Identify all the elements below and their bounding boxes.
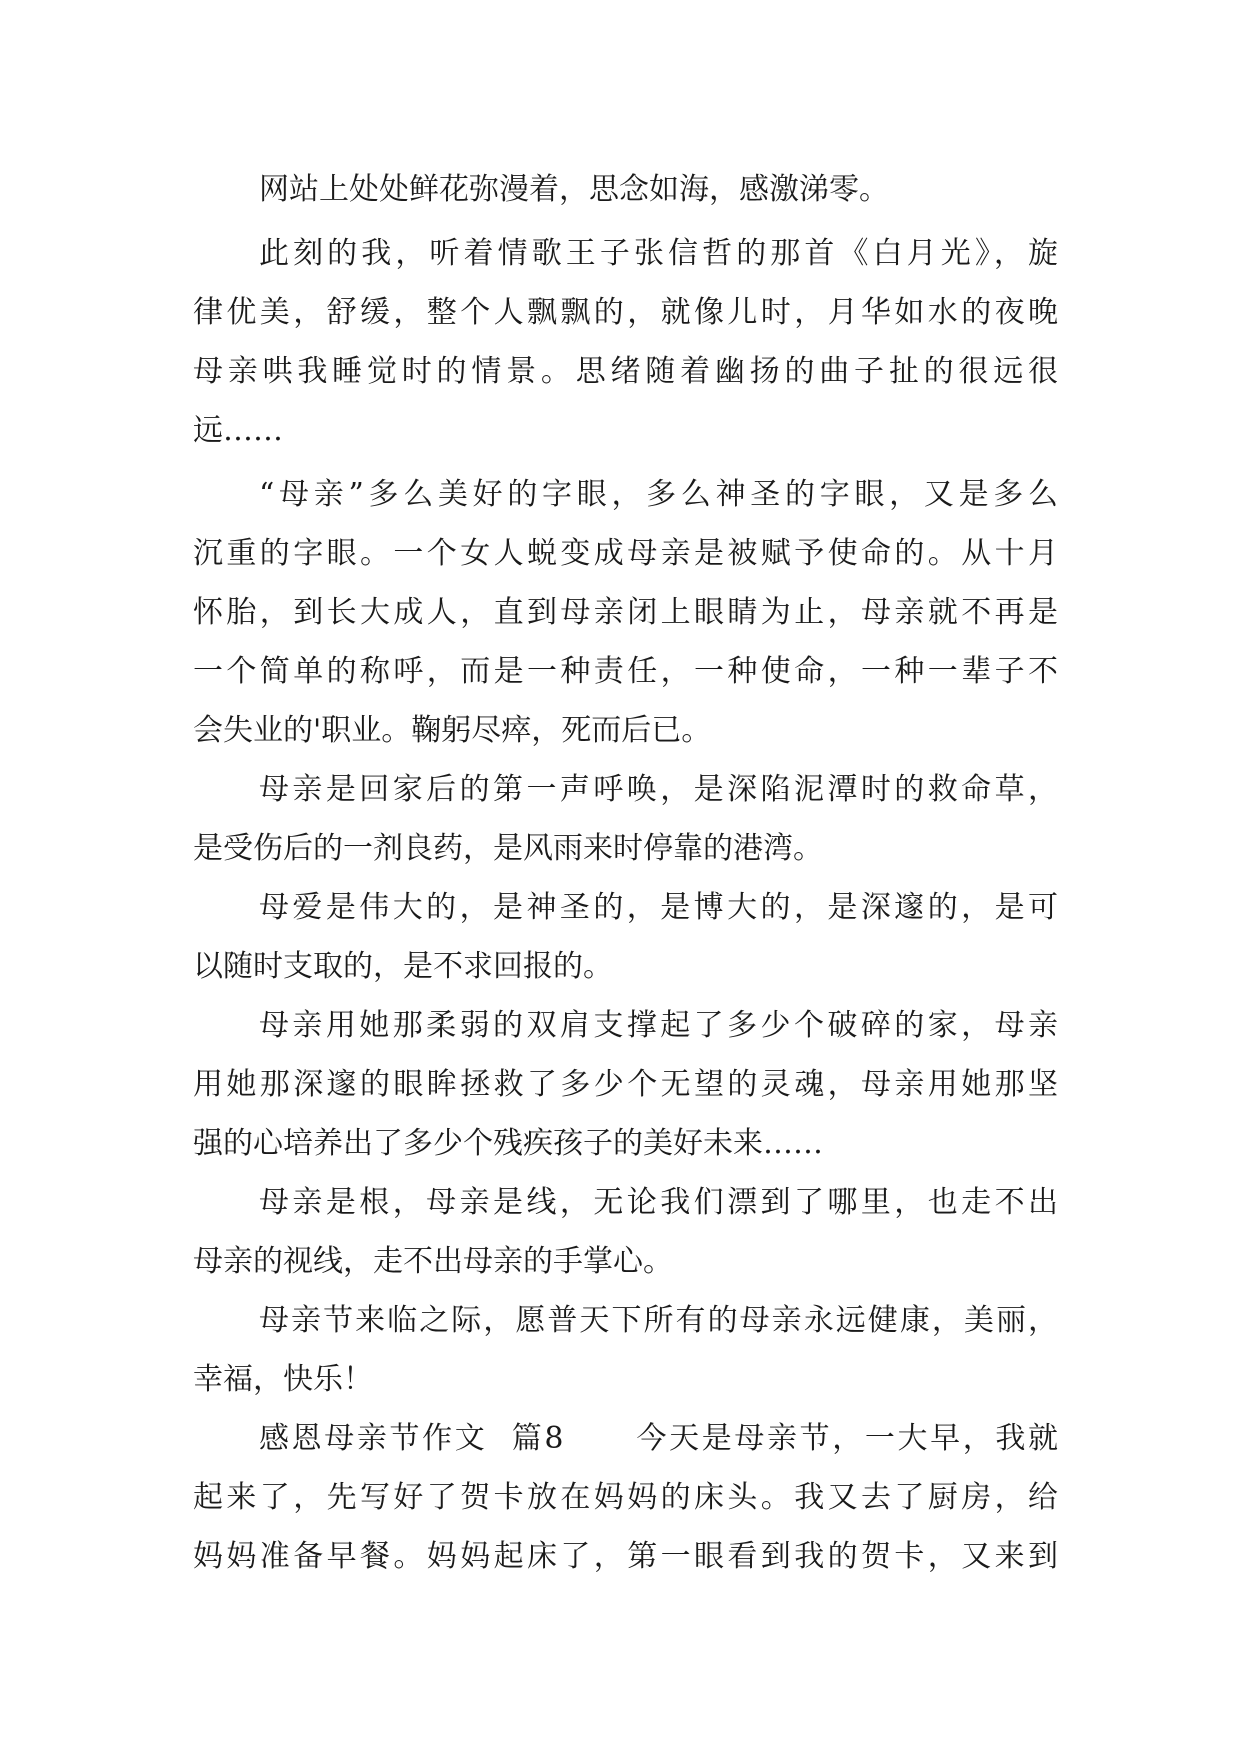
article-body bbox=[193, 160, 1058, 1586]
paragraph-5-line-2: 以随时支取的，是不求回报的。 bbox=[193, 949, 613, 984]
paragraph-6-line-3: 强的心培养出了多少个残疾孩子的美好未来…… bbox=[193, 1126, 823, 1161]
paragraph-2-line-1: 此刻的我，听着情歌王子张信哲的那首《白月光》，旋 bbox=[259, 236, 1058, 271]
paragraph-6-line-1: 母亲用她那柔弱的双肩支撑起了多少个破碎的家，母亲 bbox=[259, 1008, 1058, 1043]
paragraph-2-line-2: 律优美，舒缓，整个人飘飘的，就像儿时，月华如水的夜晚 bbox=[193, 295, 1058, 330]
paragraph-9-line-3: 妈妈准备早餐。妈妈起床了，第一眼看到我的贺卡，又来到 bbox=[193, 1539, 1058, 1574]
paragraph-3-line-1: “母亲”多么美好的字眼，多么神圣的字眼，又是多么 bbox=[259, 477, 1058, 512]
paragraph-2-line-4: 远…… bbox=[193, 413, 283, 448]
paragraph-1-line-1: 网站上处处鲜花弥漫着，思念如海，感激涕零。 bbox=[259, 172, 889, 207]
paragraph-3-line-4: 一个简单的称呼，而是一种责任，一种使命，一种一辈子不 bbox=[193, 654, 1058, 689]
paragraph-3-line-2: 沉重的字眼。一个女人蜕变成母亲是被赋予使命的。从十月 bbox=[193, 536, 1058, 571]
paragraph-3-line-5: 会失业的'职业。鞠躬尽瘁，死而后已。 bbox=[193, 713, 712, 748]
paragraph-4-line-2: 是受伤后的一剂良药，是风雨来时停靠的港湾。 bbox=[193, 831, 823, 866]
paragraph-6-line-2: 用她那深邃的眼眸拯救了多少个无望的灵魂，母亲用她那坚 bbox=[193, 1067, 1058, 1102]
paragraph-8-line-2: 幸福，快乐！ bbox=[193, 1362, 373, 1397]
paragraph-9-line-1: 感恩母亲节作文 篇8 今天是母亲节，一大早，我就 bbox=[259, 1421, 1058, 1456]
paragraph-4-line-1: 母亲是回家后的第一声呼唤，是深陷泥潭时的救命草， bbox=[259, 772, 1058, 807]
paragraph-5-line-1: 母爱是伟大的，是神圣的，是博大的，是深邃的，是可 bbox=[259, 890, 1058, 925]
paragraph-2-line-3: 母亲哄我睡觉时的情景。思绪随着幽扬的曲子扯的很远很 bbox=[193, 354, 1058, 389]
paragraph-9-line-2: 起来了，先写好了贺卡放在妈妈的床头。我又去了厨房，给 bbox=[193, 1480, 1058, 1515]
paragraph-8-line-1: 母亲节来临之际，愿普天下所有的母亲永远健康，美丽， bbox=[259, 1303, 1058, 1338]
paragraph-7-line-2: 母亲的视线，走不出母亲的手掌心。 bbox=[193, 1244, 673, 1279]
paragraph-3-line-3: 怀胎，到长大成人，直到母亲闭上眼睛为止，母亲就不再是 bbox=[193, 595, 1058, 630]
paragraph-7-line-1: 母亲是根，母亲是线，无论我们漂到了哪里，也走不出 bbox=[259, 1185, 1058, 1220]
